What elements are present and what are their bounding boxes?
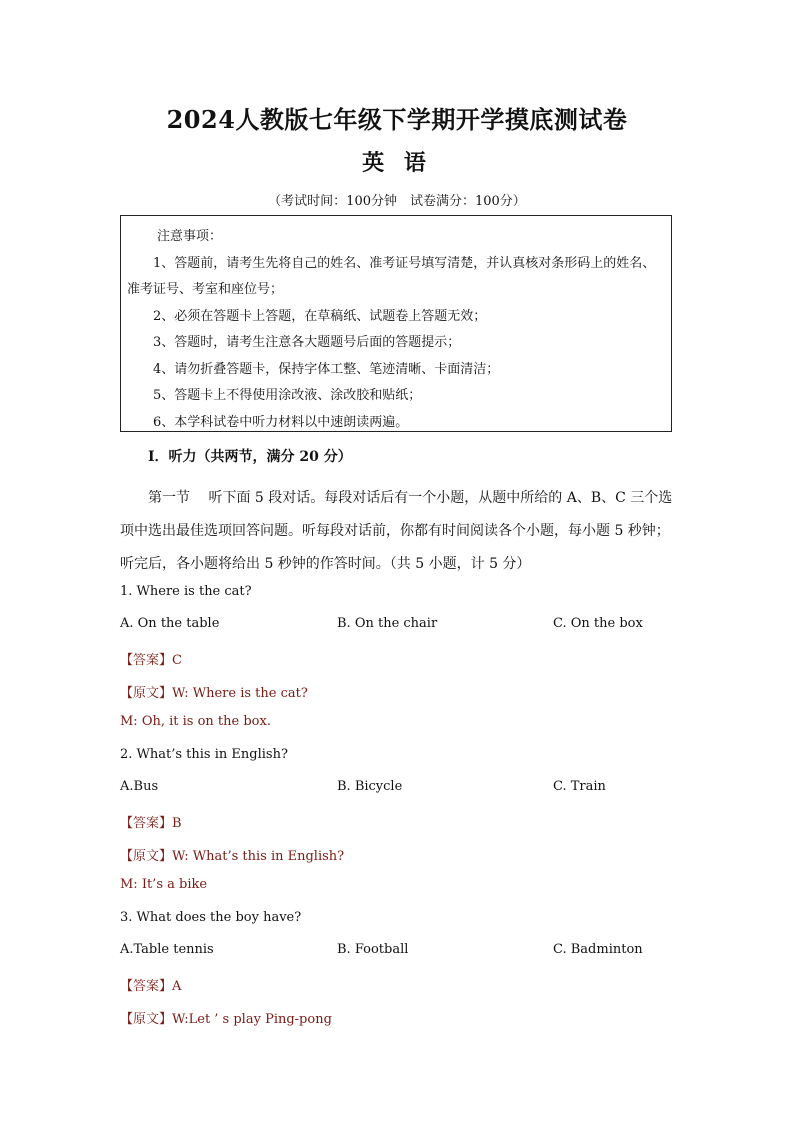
q3-option-c: C. Badminton: [553, 942, 643, 957]
notice-item-1: 1、答题前，请考生先将自己的姓名、准考证号填写清楚，并认真核对条形码上的姓名、准考证号、考室和座位号；: [127, 255, 656, 297]
notice-box: [120, 215, 672, 432]
notice-item-2: 2、必须在答题卡上答题，在草稿纸、试题卷上答题无效；: [153, 308, 487, 324]
q1-transcript-line-1: 【原文】W: Where is the cat?: [120, 686, 308, 701]
exam-title: 2024人教版七年级下学期开学摸底测试卷: [166, 105, 628, 134]
section-title: I．听力（共两节，满分 20 分）: [148, 449, 352, 465]
q3-answer: 【答案】A: [120, 979, 182, 994]
q2-answer: 【答案】B: [120, 816, 182, 831]
q1-option-a: A. On the table: [120, 616, 220, 631]
notice-item-5: 5、答题卡上不得使用涂改液、涂改胶和贴纸；: [153, 388, 422, 403]
subject-title: 英 语: [362, 150, 432, 176]
notice-item-4: 4、请勿折叠答题卡，保持字体工整、笔迹清晰、卡面清洁；: [153, 361, 500, 377]
notice-title: 注意事项：: [157, 229, 223, 244]
q2-option-c: C. Train: [553, 779, 606, 794]
q2-option-b: B. Bicycle: [337, 779, 403, 794]
q1-answer: 【答案】C: [120, 653, 182, 668]
exam-info: （考试时间：100分钟 试卷满分：100分）: [268, 194, 526, 209]
q1-option-b: B. On the chair: [337, 616, 438, 631]
question-1: 1. Where is the cat?: [120, 584, 252, 599]
q3-option-b: B. Football: [337, 942, 409, 957]
section-intro: 第一节 听下面 5 段对话。每段对话后有一个小题，从题中所给的 A、B、C 三个选项中选出最佳选项回答问题。听每段对话前，你都有时间阅读各个小题，每小题 5 秒钟；听完后，各小题将给出 5 秒钟的作答时间。（共 5 小题，计 5 分）: [120, 490, 673, 572]
notice-item-3: 3、答题时，请考生注意各大题题号后面的答题提示；: [153, 335, 461, 350]
q1-transcript-line-2: M: Oh, it is on the box.: [120, 714, 271, 729]
q2-transcript-line-2: M: It’s a bike: [120, 877, 208, 892]
notice-item-6: 6、本学科试卷中听力材料以中速朗读两遍。: [153, 414, 409, 430]
q2-transcript-line-1: 【原文】W: What’s this in English?: [120, 849, 345, 864]
q2-option-a: A.Bus: [120, 779, 159, 794]
question-3: 3. What does the boy have?: [120, 910, 302, 925]
q3-transcript-line-1: 【原文】W:Let ’ s play Ping-pong: [120, 1012, 332, 1027]
question-2: 2. What’s this in English?: [120, 747, 288, 762]
q1-option-c: C. On the box: [553, 616, 643, 631]
q3-option-a: A.Table tennis: [120, 942, 214, 957]
